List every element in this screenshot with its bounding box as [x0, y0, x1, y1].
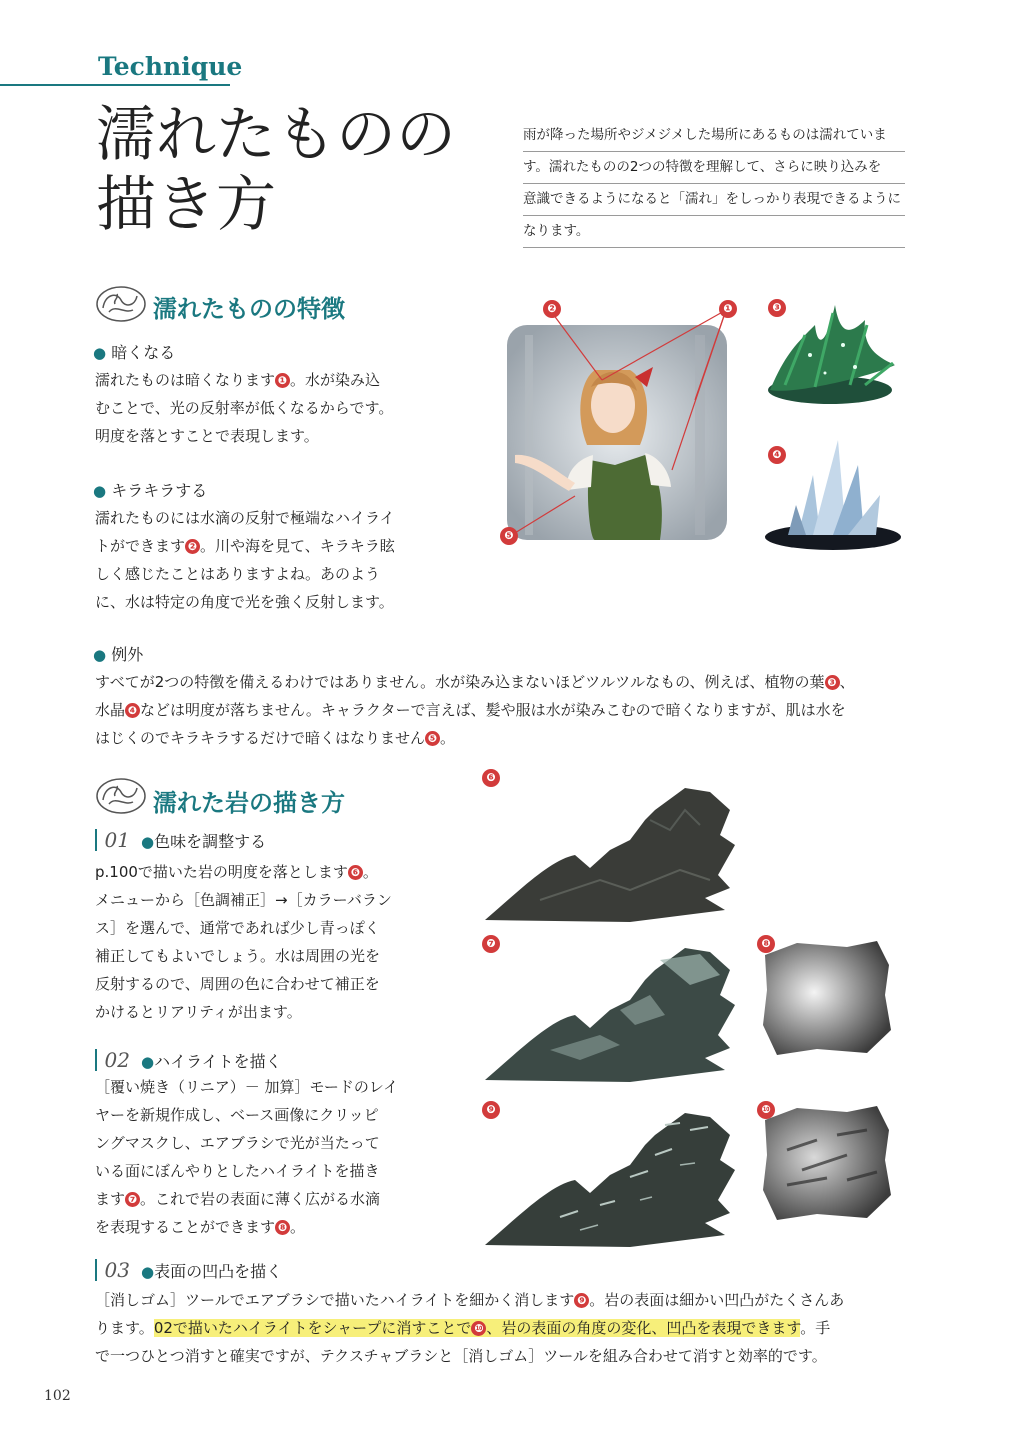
marker-badge-8: ❽	[757, 935, 775, 953]
airbrush-layer-swatch	[757, 935, 897, 1060]
marker-badge: ❻	[348, 865, 363, 880]
marker-badge-10: ❿	[757, 1101, 775, 1119]
ornament-icon	[95, 284, 147, 324]
body-paragraph: 濡れたものは暗くなります ❶ 。水が染み込 むことで、光の反射率が低くなるからです。 明度を落とすことで表現します。	[95, 371, 394, 445]
step-number: 02	[104, 1048, 130, 1072]
wet-grass-illustration	[755, 295, 905, 415]
intro-line: 意識できるようになると「濡れ」をしっかり表現できるように	[523, 184, 905, 216]
bullet-heading: ● 例外	[93, 645, 144, 664]
erased-layer-swatch	[757, 1100, 897, 1225]
step-heading: 01 ●色味を調整する	[95, 828, 266, 852]
marker-badge-3: ❸	[768, 299, 786, 317]
bullet-dot-icon: ●	[141, 1263, 155, 1281]
ornament-icon	[95, 776, 147, 816]
section-label: Technique	[98, 52, 243, 81]
intro-line: す。濡れたものの2つの特徴を理解して、さらに映り込みを	[523, 152, 905, 184]
body-paragraph: 濡れたものには水滴の反射で極端なハイライ トができます ❷ 。川や海を見て、キラキラ眩 しく感じたことはありますよね。あのよう に、水は特定の角度で光を強く反射します。	[95, 509, 395, 611]
step-bar	[95, 1259, 97, 1281]
page-title	[96, 100, 456, 240]
marker-badge-9: ❾	[482, 1101, 500, 1119]
bullet-heading: ● キラキラする	[93, 481, 208, 500]
marker-badge-2: ❷	[543, 300, 561, 318]
bullet-dot-icon: ●	[141, 1053, 155, 1071]
marker-badge: ❼	[125, 1192, 140, 1207]
marker-badge: ❹	[125, 703, 140, 718]
marker-badge: ❺	[425, 731, 440, 746]
crystal-illustration	[758, 435, 908, 555]
section-heading: 濡れたものの特徴	[153, 295, 345, 323]
step-heading: 03 ●表面の凹凸を描く	[95, 1258, 282, 1282]
body-paragraph: ［覆い焼き（リニア）－ 加算］モードのレイ ヤーを新規作成し、ベース画像にクリッピ ングマスクし、エアブラシで光が当たって いる面にぼんやりとしたハイライトを描き ます ❼ 。これで岩の表面に薄く広がる水滴 を表現することができます ❽ 。	[95, 1078, 399, 1236]
body-paragraph: ［消しゴム］ツールでエアブラシで描いたハイライトを細かく消します ❾ 。岩の表面は細かい凹凸がたくさんあ ります。02で描いたハイライトをシャープに消すことで ❿ 、岩の表面の角度の変化、凹凸を表現できます。手 で一つひとつ消すと確実ですが、テクスチャブラシと［消しゴム］ツールを組み合わせて消すと効率的です。	[95, 1291, 845, 1365]
step-heading: 02 ●ハイライトを描く	[95, 1048, 282, 1072]
marker-badge: ❷	[185, 539, 200, 554]
marker-badge-7: ❼	[482, 935, 500, 953]
bullet-dot-icon: ●	[93, 646, 107, 664]
marker-badge: ❸	[825, 675, 840, 690]
bullet-dot-icon: ●	[141, 833, 155, 851]
intro-line: 雨が降った場所やジメジメした場所にあるものは濡れていま	[523, 120, 905, 152]
step-number: 01	[104, 828, 130, 852]
marker-badge: ❿	[471, 1321, 486, 1336]
label-underline	[0, 84, 230, 86]
body-paragraph: p.100で描いた岩の明度を落とします ❻ 。 メニューから［色調補正］→［カラーバラン ス］を選んで、通常であれば少し青っぽく 補正してもよいでしょう。水は周囲の光を 反射するので、周囲の色に合わせて補正を かけるとリアリティが出ます。	[95, 863, 392, 1021]
highlighted-text: 02で描いたハイライトをシャープに消すことで ❿ 、岩の表面の角度の変化、凹凸を表現できます	[153, 1319, 801, 1337]
intro-line: なります。	[523, 216, 905, 248]
marker-badge: ❾	[574, 1293, 589, 1308]
marker-badge: ❽	[275, 1220, 290, 1235]
marker-badge-5: ❺	[500, 527, 518, 545]
bullet-dot-icon: ●	[93, 344, 107, 362]
highlight-rock-illustration	[480, 940, 750, 1090]
step-bar	[95, 1049, 97, 1071]
title-line-1: 濡れたものの	[96, 100, 456, 170]
marker-badge: ❶	[275, 373, 290, 388]
step-number: 03	[104, 1258, 130, 1282]
marker-badge-1: ❶	[719, 300, 737, 318]
bullet-heading: ● 暗くなる	[93, 343, 176, 362]
bullet-dot-icon: ●	[93, 482, 107, 500]
section-heading: 濡れた岩の描き方	[153, 789, 345, 817]
dark-rock-illustration	[480, 780, 750, 930]
step-bar	[95, 829, 97, 851]
callout-lines	[490, 300, 740, 550]
marker-badge-4: ❹	[768, 446, 786, 464]
marker-badge-6: ❻	[482, 769, 500, 787]
body-paragraph: すべてが2つの特徴を備えるわけではありません。水が染み込まないほどツルツルなもの、例えば、植物の葉 ❸ 、 水晶 ❹ などは明度が落ちません。キャラクターで言えば、髪や服は水が染みこむので暗くなりますが、肌は水を はじくのでキラキラするだけで暗くはなりません ❺ 。	[95, 673, 855, 747]
textured-rock-illustration	[480, 1105, 750, 1255]
title-line-2: 描き方	[96, 170, 276, 240]
page-number: 102	[44, 1388, 71, 1404]
intro-text	[523, 120, 905, 248]
